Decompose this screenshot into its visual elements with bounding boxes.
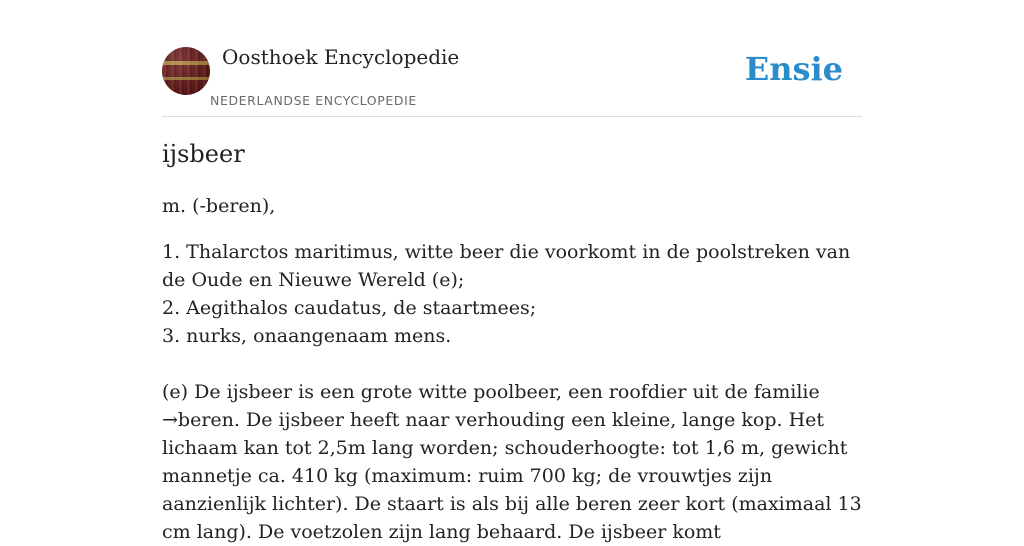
site-subtitle: NEDERLANDSE ENCYCLOPEDIE (210, 93, 417, 108)
body-text-start: (e) De ijsbeer is een grote witte poolbeer, een roofdier uit de familie (162, 381, 820, 403)
entry-content (162, 192, 862, 546)
site-header (162, 0, 862, 117)
encyclopedia-books-logo[interactable] (162, 47, 210, 95)
definition-3: 3. nurks, onaangenaam mens. (162, 325, 452, 347)
ensie-brand-link[interactable]: Ensie (744, 50, 843, 88)
definition-1: 1. Thalarctos maritimus, witte beer die voorkomt in de poolstreken van de Oude en Nieuwe Wereld (e); (162, 241, 851, 291)
beren-link[interactable]: →beren (162, 409, 234, 431)
definition-2: 2. Aegithalos caudatus, de staartmees; (162, 297, 537, 319)
site-title[interactable]: Oosthoek Encyclopedie (222, 45, 460, 69)
entry-grammar: m. (-beren), (162, 195, 276, 217)
body-text-rest: . De ijsbeer heeft naar verhouding een kleine, lange kop. Het lichaam kan tot 2,5m lang worden; schouderhoogte: tot 1,6 m, gewicht mannetje ca. 410 kg (maximum: ruim 700 kg; de vrouwtjes zijn aanzienlijk lichter). De staart is als bij alle beren zeer kort (maximaal 13 cm lang). De voetzolen zijn lang behaard. De ijsbeer komt (162, 409, 862, 543)
page (162, 0, 862, 543)
entry-body (162, 378, 862, 546)
entry-term: ijsbeer (162, 140, 245, 168)
